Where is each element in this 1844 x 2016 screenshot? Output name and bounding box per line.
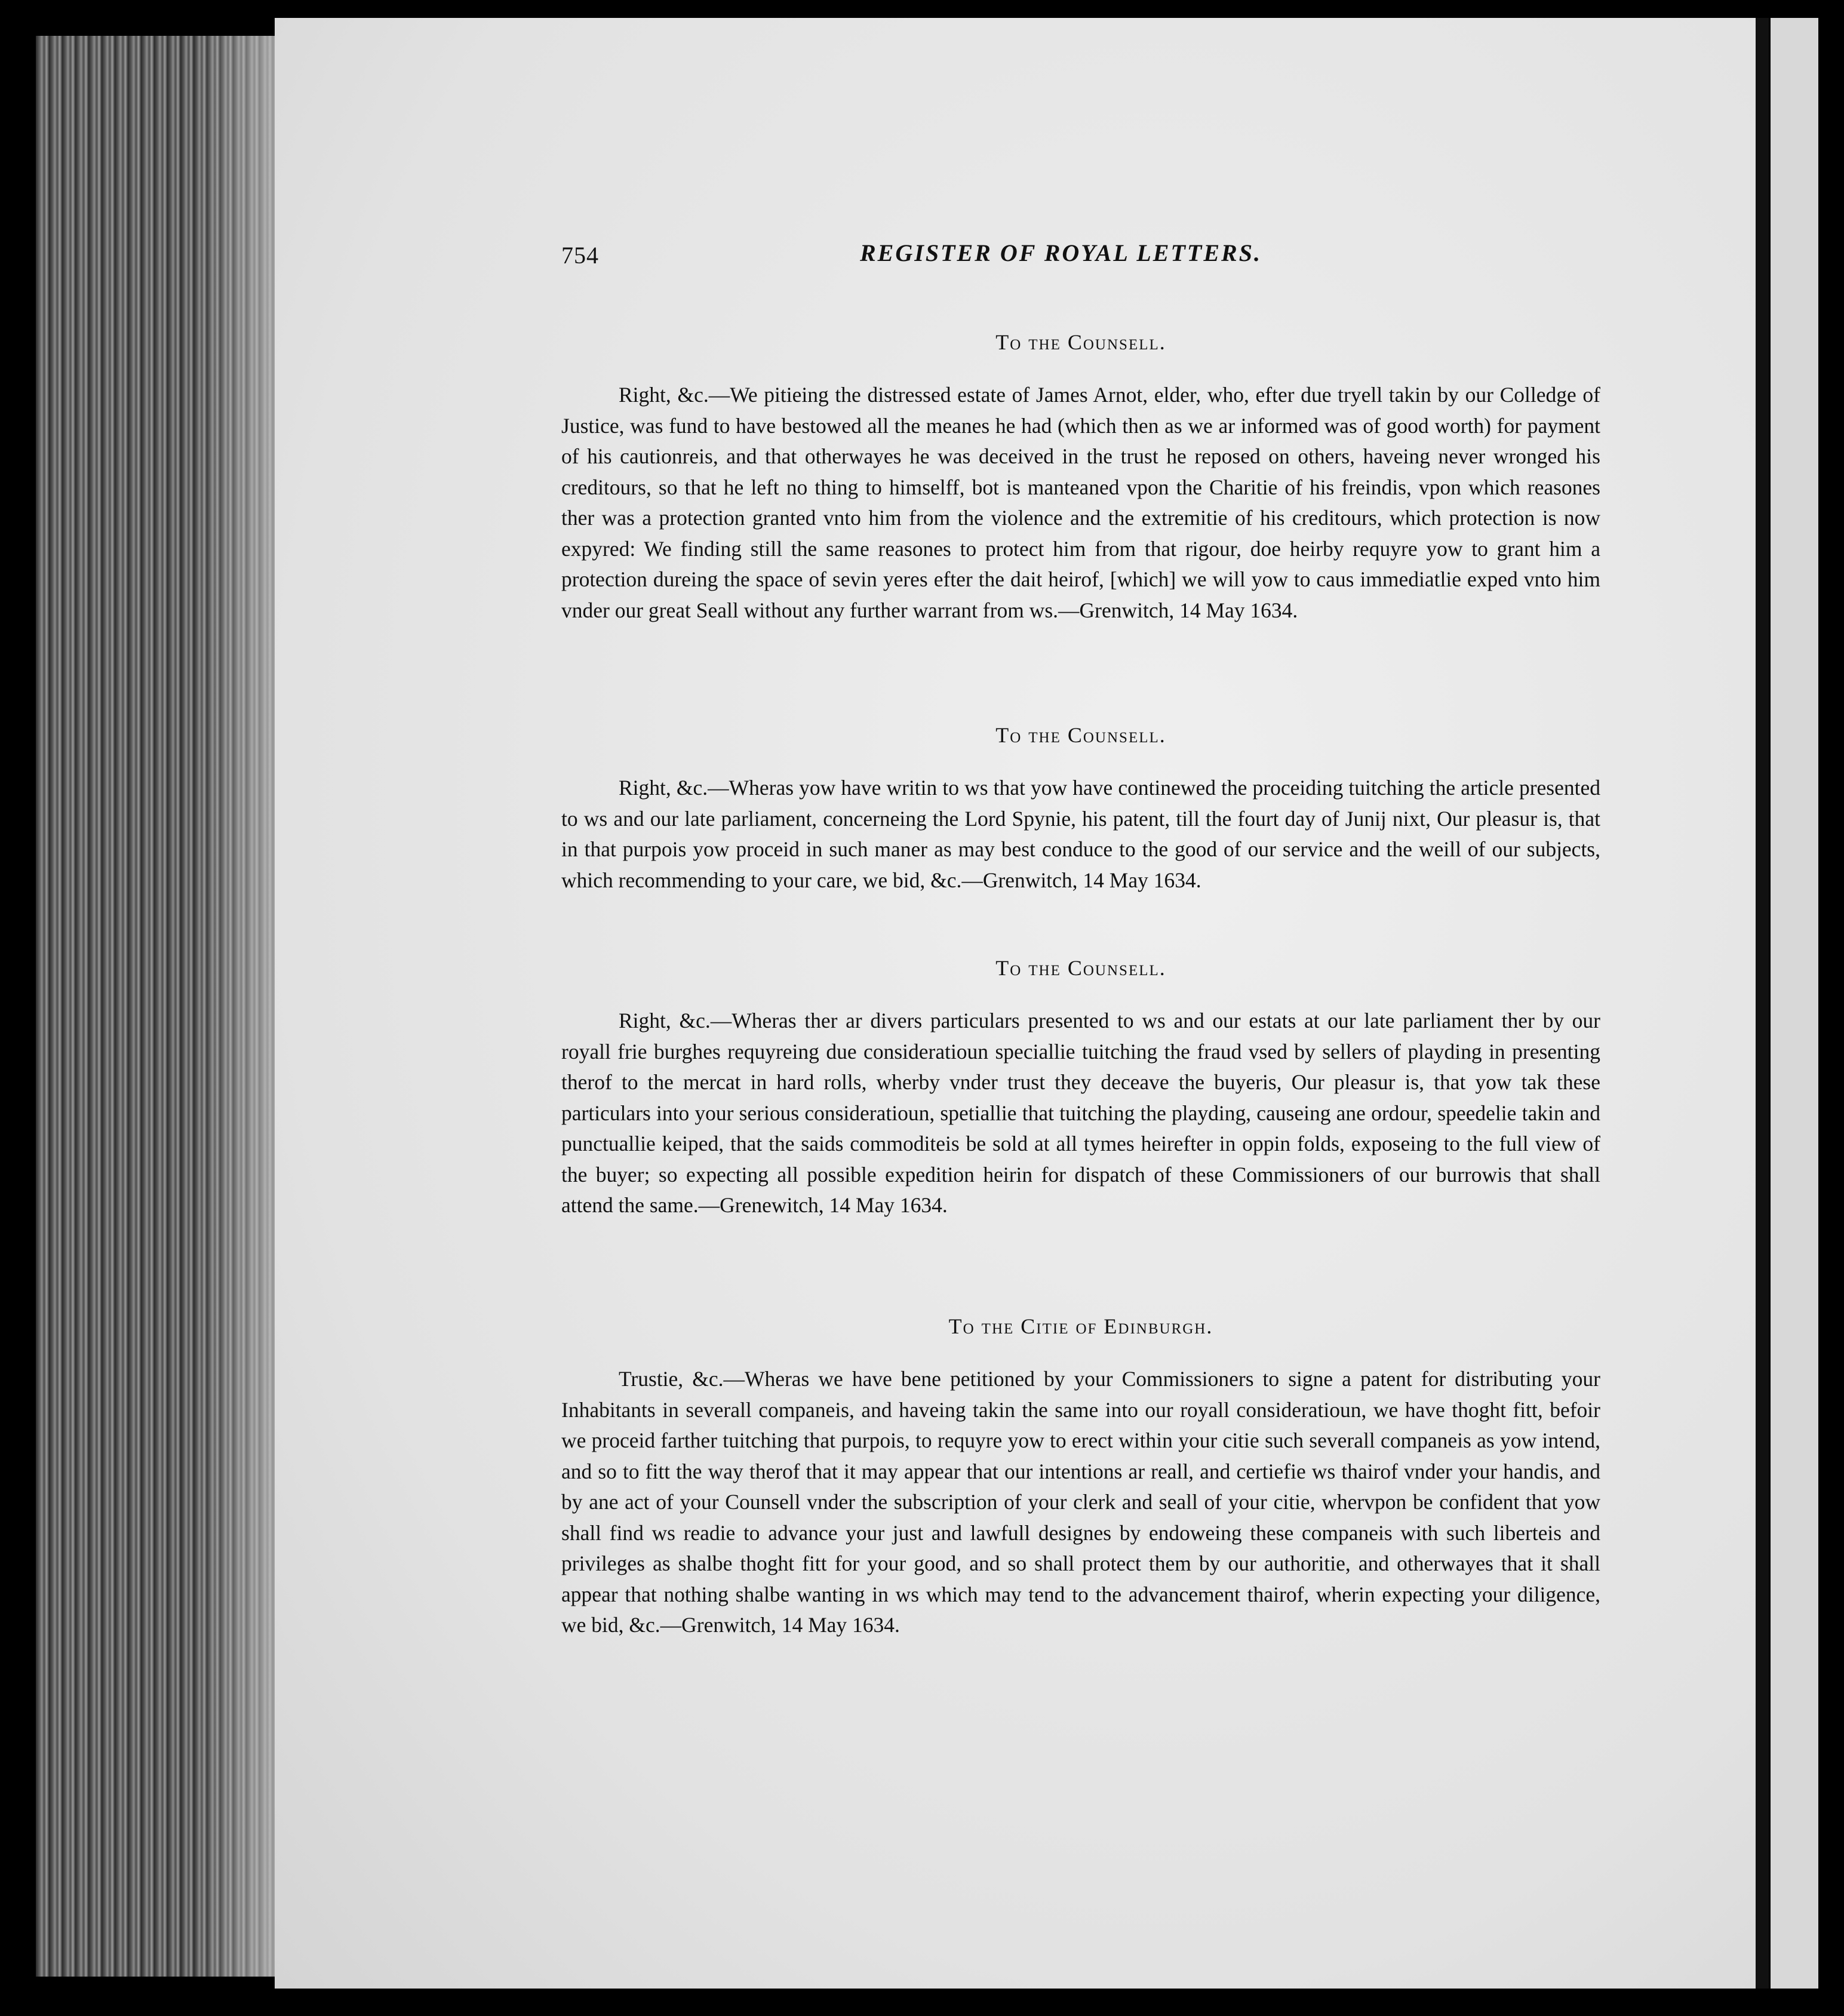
section-body: Right, &c.—Wheras yow have writin to ws that yow have continewed the proceiding tuitching the article presented to ws and our late parliament, concerneing the Lord Spynie, his patent, till the fourt day of Junij nixt, Our pleasur is, that in that purpois yow proceid in such maner as may best conduce to the good of our service and the weill of our subjects, which recommending to your care, we bid, &c.—Grenwitch, 14 May 1634. xyxy=(561,776,1600,892)
letter-section xyxy=(561,955,1600,1221)
page-header xyxy=(561,239,1314,275)
section-heading: To the Counsell. xyxy=(995,956,1166,980)
letter-section xyxy=(561,1314,1600,1641)
section-body: Trustie, &c.—Wheras we have bene petitioned by your Commissioners to signe a patent for distributing your Inhabitants in severall companeis, and haveing takin the same into our royall consideratioun, we have thoght fitt, befoir we proceid farther tuitching that purpois, to requyre yow to erect within your citie such severall companeis as yow intend, and so to fitt the way therof that it may appear that our intentions ar reall, and certiefie ws thairof vnder your handis, and by ane act of your Counsell vnder the subscription of your clerk and seall of your citie, whervpon be confident that yow shall find ws readie to advance your just and lawfull designes by endoweing these companeis with such liberteis and privileges as shalbe thoght fitt for your good, and so shall protect them by our authoritie, and otherwayes that it shall appear that nothing shalbe wanting in ws which may tend to the advancement thairof, wherin expecting your diligence, we bid, &c.—Grenwitch, 14 May 1634. xyxy=(561,1367,1600,1637)
section-heading: To the Counsell. xyxy=(995,330,1166,354)
letter-section xyxy=(561,330,1600,626)
page-number: 754 xyxy=(561,242,599,269)
letter-section xyxy=(561,723,1600,896)
running-title: REGISTER OF ROYAL LETTERS. xyxy=(860,239,1262,266)
section-heading: To the Counsell. xyxy=(995,723,1166,747)
section-body: Right, &c.—Wheras ther ar divers particulars presented to ws and our estats at our late parliament ther by our royall frie burghes requyreing due consideratioun speciallie tuitching the fraud vsed by sellers of playding in presenting therof to the mercat in hard rolls, wherby vnder trust they deceave the buyeris, Our pleasur is, that yow tak these particulars into your serious consideratioun, spetiallie that tuitching the playding, causeing ane ordour, speedelie takin and punctuallie keiped, that the saids commoditeis be sold at all tymes heirefter in oppin folds, exposeing to the full view of the buyer; so expecting all possible expedition heirin for dispatch of these Commissioners of our burrowis that shall attend the same.—Grenewitch, 14 May 1634. xyxy=(561,1009,1600,1217)
section-body: Right, &c.—We pitieing the distressed estate of James Arnot, elder, who, efter due tryell takin by our Colledge of Justice, was fund to have bestowed all the meanes he had (which then as we ar informed was of good worth) for payment of his cautionreis, and that otherwayes he was deceived in the trust he reposed on others, haveing never wronged his creditours, so that he left no thing to himselff, bot is manteaned vpon the Charitie of his freindis, vpon which reasones ther was a protection granted vnto him from the violence and the extremitie of his creditours, which protection is now expyred: We finding still the same reasones to protect him from that rigour, doe heirby requyre yow to grant him a protection dureing the space of sevin yeres efter the dait heirof, [which] we will yow to caus immediatlie exped vnto him vnder our great Seall without any further warrant from ws.—Grenwitch, 14 May 1634. xyxy=(561,383,1600,622)
book-gutter xyxy=(1756,18,1769,1989)
section-heading: To the Citie of Edinburgh. xyxy=(948,1314,1213,1338)
facing-page-sliver xyxy=(1771,18,1818,1989)
